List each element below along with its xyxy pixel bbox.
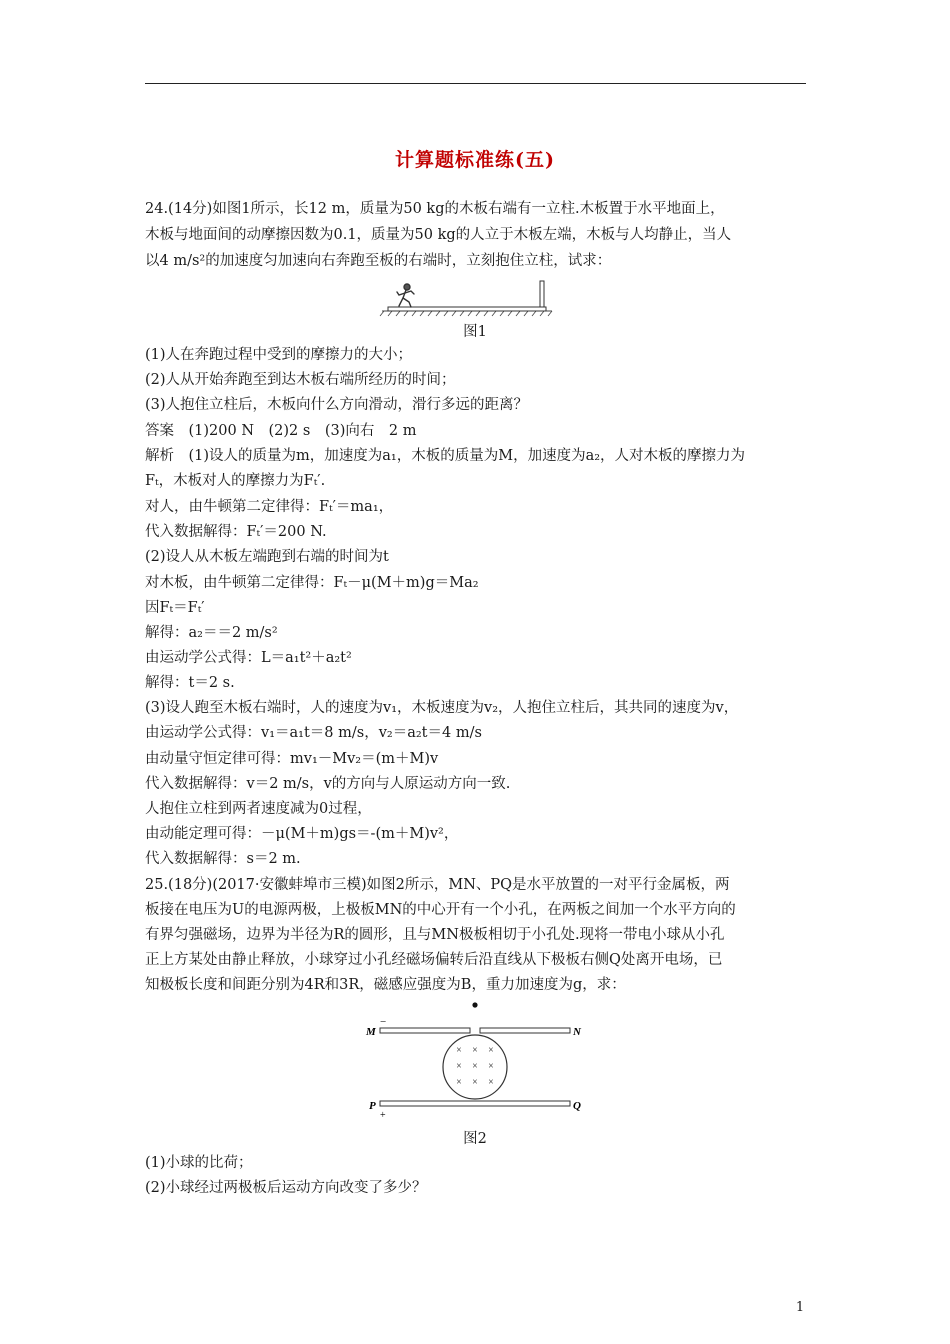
plate-mn-left (380, 1028, 470, 1033)
field-cross: × (472, 1045, 478, 1056)
label-m: M (366, 1026, 376, 1038)
q24-solution-line: 由动能定理可得：－μ(M＋m)gs＝-(m＋M)v²， (145, 826, 459, 842)
pillar (540, 281, 544, 307)
plate-mn-right (480, 1028, 570, 1033)
q24-solution-line: 人抱住立柱到两者速度减为0过程， (145, 801, 372, 817)
q25-line-4: 正上方某处由静止释放，小球穿过小孔经磁场偏转后沿直线从下极板右侧Q处离开电场，已 (145, 952, 723, 968)
field-cross: × (456, 1061, 462, 1072)
ball (472, 1002, 477, 1007)
runner-icon (397, 284, 414, 307)
q25-line-3: 有界匀强磁场，边界为半径为R的圆形，且与MN极板相切于小孔处.现将一带电小球从小孔 (145, 927, 725, 943)
q24-question-1: (1)人在奔跑过程中受到的摩擦力的大小； (145, 347, 413, 363)
q24-solution-line: 由运动学公式得：L＝a₁t²＋a₂t² (145, 650, 352, 666)
q24-solution-line: 解得：t＝2 s. (145, 675, 235, 691)
field-cross: × (488, 1077, 494, 1088)
q25-question-1: (1)小球的比荷； (145, 1155, 253, 1171)
page-number: 1 (795, 1300, 805, 1315)
q24-solution-line: (3)设人跑至木板右端时，人的速度为v₁，木板速度为v₂，人抱住立柱后，其共同的速度为v， (145, 700, 739, 716)
header-rule (145, 83, 806, 84)
figure-2-plates (360, 998, 590, 1121)
plate-pq (380, 1101, 570, 1106)
field-cross: × (456, 1045, 462, 1056)
label-q: Q (573, 1100, 581, 1112)
figure-2-caption: 图2 (463, 1131, 487, 1147)
plus-sign: + (380, 1110, 386, 1121)
q24-solution-line: Fₜ，木板对人的摩擦力为Fₜ′. (145, 473, 326, 489)
field-cross: × (472, 1077, 478, 1088)
q25-line-2: 板接在电压为U的电源两极，上极板MN的中心开有一个小孔，在两板之间加一个水平方向的 (145, 902, 736, 918)
q24-solution-line: 由运动学公式得：v₁＝a₁t＝8 m/s，v₂＝a₂t＝4 m/s (145, 725, 482, 741)
q24-solution-line: 因Fₜ＝Fₜ′ (145, 600, 205, 616)
q24-solution-line: 由动量守恒定律可得：mv₁－Mv₂＝(m＋M)v (145, 751, 439, 767)
q25-line-5: 知极板长度和间距分别为4R和3R，磁感应强度为B，重力加速度为g，求： (145, 977, 626, 993)
label-p: P (369, 1100, 376, 1112)
q24-solution-line: 代入数据解得：s＝2 m. (145, 851, 301, 867)
q24-solution-line: 对人，由牛顿第二定律得：Fₜ′＝ma₁， (145, 499, 394, 515)
ground-hatch (380, 311, 552, 316)
q24-solution-line: 对木板，由牛顿第二定律得：Fₜ－μ(M＋m)g＝Ma₂ (145, 575, 479, 591)
q24-line-2: 木板与地面间的动摩擦因数为0.1，质量为50 kg的人立于木板左端，木板与人均静止，当人 (145, 227, 732, 243)
q24-solution-line: 解析 (1)设人的质量为m，加速度为a₁，木板的质量为M，加速度为a₂，人对木板的摩擦力为 (145, 448, 746, 464)
q24-solution-line: 代入数据解得：Fₜ′＝200 N. (145, 524, 327, 540)
q24-line-3: 以4 m/s²的加速度匀加速向右奔跑至板的右端时，立刻抱住立柱，试求： (145, 253, 612, 269)
q24-question-3: (3)人抱住立柱后，木板向什么方向滑动，滑行多远的距离？ (145, 397, 529, 413)
field-cross: × (488, 1045, 494, 1056)
field-cross: × (472, 1061, 478, 1072)
q24-solution-line: (2)设人从木板左端跑到右端的时间为t (145, 549, 389, 565)
q24-answer: 答案 (1)200 N (2)2 s (3)向右 2 m (145, 423, 417, 439)
figure-1-plank (380, 278, 560, 318)
label-n: N (573, 1026, 581, 1038)
page-title: 计算题标准练(五) (395, 149, 555, 171)
field-cross: × (488, 1061, 494, 1072)
field-cross: × (456, 1077, 462, 1088)
board (388, 307, 546, 311)
q25-question-2: (2)小球经过两极板后运动方向改变了多少？ (145, 1180, 427, 1196)
figure-1-caption: 图1 (463, 324, 487, 340)
q24-line-1: 24.(14分)如图1所示，长12 m，质量为50 kg的木板右端有一立柱.木板置于水平地面上， (145, 201, 725, 217)
q24-solution-line: 解得：a₂＝＝2 m/s² (145, 625, 278, 641)
minus-sign: − (380, 1016, 387, 1028)
q24-question-2: (2)人从开始奔跑至到达木板右端所经历的时间； (145, 372, 456, 388)
q24-solution-line: 代入数据解得：v＝2 m/s，v的方向与人原运动方向一致. (145, 776, 511, 792)
q25-line-1: 25.(18分)(2017·安徽蚌埠市三模)如图2所示，MN、PQ是水平放置的一对平行金属板，两 (145, 877, 730, 893)
